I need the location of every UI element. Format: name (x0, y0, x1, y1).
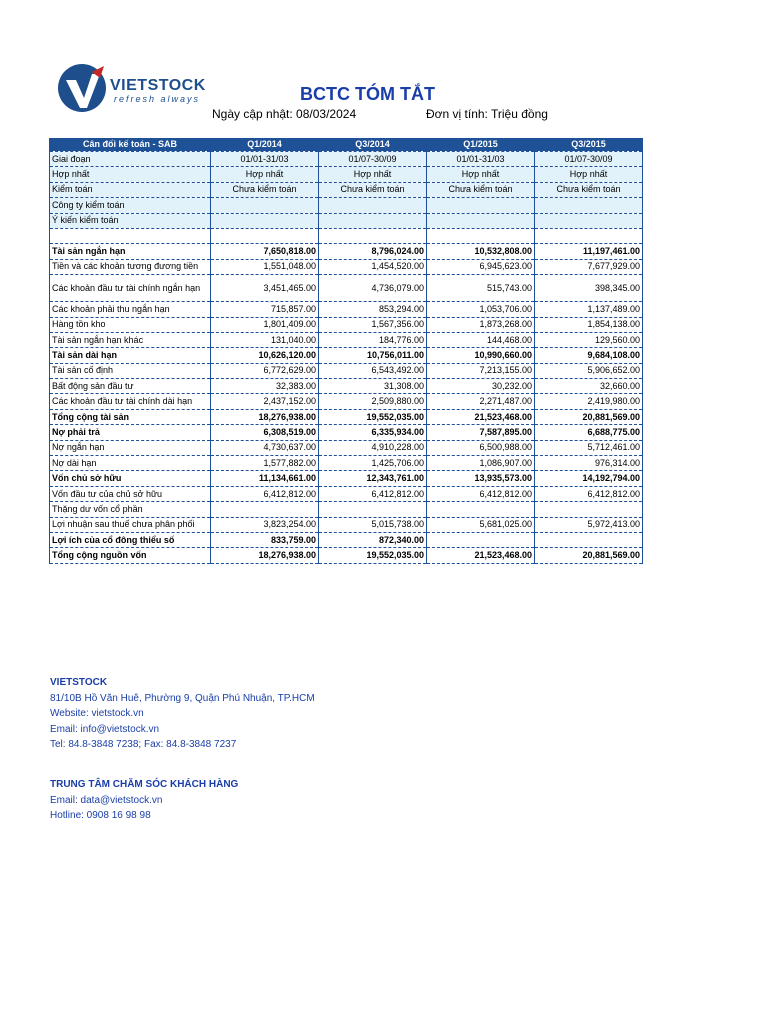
table-row (50, 517, 643, 532)
cell-value: 1,551,048.00 (211, 259, 319, 274)
cell-value: 10,626,120.00 (211, 348, 319, 363)
cell-value: 515,743.00 (427, 275, 535, 302)
row-label: Vốn đầu tư của chủ sở hữu (50, 486, 211, 501)
table-row (50, 348, 643, 363)
cell-value: 6,945,623.00 (427, 259, 535, 274)
cell-value: 6,688,775.00 (535, 425, 643, 440)
cell-value: Chưa kiểm toán (427, 182, 535, 197)
row-label: Các khoản đầu tư tài chính ngắn hạn (50, 275, 211, 302)
cell-value: 01/07-30/09 (319, 152, 427, 167)
cell-value (319, 198, 427, 213)
update-date: Ngày cập nhật: 08/03/2024 (212, 107, 357, 121)
cell-value: Chưa kiểm toán (319, 182, 427, 197)
cell-value (427, 502, 535, 517)
cell-value: 2,437,152.00 (211, 394, 319, 409)
cell-value (427, 198, 535, 213)
cell-value: 11,134,661.00 (211, 471, 319, 486)
row-label: Nợ dài hạn (50, 456, 211, 471)
cell-value: 32,660.00 (535, 379, 643, 394)
cell-value (211, 228, 319, 243)
cell-value: 01/01-31/03 (427, 152, 535, 167)
cell-value: 32,383.00 (211, 379, 319, 394)
cell-value (211, 502, 319, 517)
cell-value: 5,681,025.00 (427, 517, 535, 532)
unit-label: Đơn vị tính: Triệu đồng (426, 107, 548, 121)
company-contact (50, 675, 315, 753)
cell-value: 9,684,108.00 (535, 348, 643, 363)
cell-value: 10,532,808.00 (427, 244, 535, 259)
customer-care-contact (50, 777, 238, 824)
company-name: VIETSTOCK (50, 677, 108, 688)
table-row (50, 259, 643, 274)
cell-value (427, 532, 535, 547)
row-label: Lợi ích của cổ đông thiểu số (50, 532, 211, 547)
cell-value: 7,650,818.00 (211, 244, 319, 259)
cell-value: Chưa kiểm toán (535, 182, 643, 197)
cell-value: 11,197,461.00 (535, 244, 643, 259)
cell-value: 18,276,938.00 (211, 548, 319, 563)
page-title: BCTC TÓM TẮT (300, 84, 435, 104)
cell-value: 1,567,356.00 (319, 317, 427, 332)
row-label: Thặng dư vốn cổ phần (50, 502, 211, 517)
row-label: Nợ phải trả (50, 425, 211, 440)
cell-value: 184,776.00 (319, 332, 427, 347)
cell-value: 21,523,468.00 (427, 548, 535, 563)
cell-value: 7,587,895.00 (427, 425, 535, 440)
cell-value: Hợp nhất (535, 167, 643, 182)
cell-value: 6,772,629.00 (211, 363, 319, 378)
table-row (50, 332, 643, 347)
company-address: 81/10B Hồ Văn Huê, Phường 9, Quận Phú Nhuận, TP.HCM (50, 692, 315, 704)
cell-value: 5,972,413.00 (535, 517, 643, 532)
cell-value: 1,425,706.00 (319, 456, 427, 471)
cell-value: 976,314.00 (535, 456, 643, 471)
cell-value: 833,759.00 (211, 532, 319, 547)
cell-value: 6,412,812.00 (211, 486, 319, 501)
cell-value (535, 228, 643, 243)
vietstock-logo (56, 62, 216, 118)
logo-tagline: refresh always (114, 94, 201, 104)
cell-value: 19,552,035.00 (319, 409, 427, 424)
row-label: Các khoản đầu tư tài chính dài hạn (50, 394, 211, 409)
row-label: Nợ ngắn hạn (50, 440, 211, 455)
row-label: Lợi nhuận sau thuế chưa phân phối (50, 517, 211, 532)
table-row (50, 228, 643, 243)
cell-value: 872,340.00 (319, 532, 427, 547)
cell-value: 2,271,487.00 (427, 394, 535, 409)
table-row (50, 440, 643, 455)
company-website: Website: vietstock.vn (50, 708, 144, 719)
row-label: Hợp nhất (50, 167, 211, 182)
cell-value: 12,343,761.00 (319, 471, 427, 486)
column-header: Cân đối kế toán - SAB (50, 138, 211, 152)
table-row (50, 244, 643, 259)
cell-value: 1,454,520.00 (319, 259, 427, 274)
column-header: Q1/2015 (427, 138, 535, 152)
cell-value: 8,796,024.00 (319, 244, 427, 259)
table-header-row (50, 138, 643, 152)
cell-value: 5,015,738.00 (319, 517, 427, 532)
cell-value: Hợp nhất (211, 167, 319, 182)
cell-value: 13,935,573.00 (427, 471, 535, 486)
cell-value: 2,419,980.00 (535, 394, 643, 409)
cell-value: 4,730,637.00 (211, 440, 319, 455)
cell-value (427, 213, 535, 228)
table-row (50, 486, 643, 501)
cell-value: 10,756,011.00 (319, 348, 427, 363)
table-row (50, 425, 643, 440)
row-label: Công ty kiểm toán (50, 198, 211, 213)
table-row (50, 379, 643, 394)
cell-value (535, 532, 643, 547)
cell-value (211, 198, 319, 213)
table-row (50, 471, 643, 486)
row-label: Tài sản ngắn hạn khác (50, 332, 211, 347)
cell-value: 6,500,988.00 (427, 440, 535, 455)
table-row (50, 548, 643, 563)
info-row (50, 167, 643, 182)
cell-value (319, 502, 427, 517)
row-label: Tổng cộng tài sản (50, 409, 211, 424)
cell-value: 2,509,880.00 (319, 394, 427, 409)
cell-value: 20,881,569.00 (535, 409, 643, 424)
cell-value: 6,412,812.00 (319, 486, 427, 501)
cell-value (535, 213, 643, 228)
cell-value: 1,086,907.00 (427, 456, 535, 471)
cell-value: 20,881,569.00 (535, 548, 643, 563)
cell-value: 01/01-31/03 (211, 152, 319, 167)
cell-value (319, 228, 427, 243)
cell-value (427, 228, 535, 243)
cell-value: 1,801,409.00 (211, 317, 319, 332)
cell-value: 30,232.00 (427, 379, 535, 394)
row-label: Bất động sản đầu tư (50, 379, 211, 394)
cell-value: 14,192,794.00 (535, 471, 643, 486)
table-row (50, 409, 643, 424)
table-row (50, 275, 643, 302)
cell-value: 5,906,652.00 (535, 363, 643, 378)
row-label: Tiền và các khoản tương đương tiền (50, 259, 211, 274)
cell-value: 10,990,660.00 (427, 348, 535, 363)
column-header: Q3/2014 (319, 138, 427, 152)
care-title: TRUNG TÂM CHĂM SÓC KHÁCH HÀNG (50, 779, 239, 790)
company-email: Email: info@vietstock.vn (50, 723, 160, 735)
table-row (50, 502, 643, 517)
cell-value: 6,543,492.00 (319, 363, 427, 378)
balance-sheet-table (49, 138, 643, 564)
row-label: Kiểm toán (50, 182, 211, 197)
table-row (50, 532, 643, 547)
cell-value: 3,823,254.00 (211, 517, 319, 532)
cell-value: 5,712,461.00 (535, 440, 643, 455)
cell-value (211, 213, 319, 228)
care-hotline: Hotline: 0908 16 98 98 (50, 810, 151, 821)
cell-value: 1,854,138.00 (535, 317, 643, 332)
logo-brand-text: VIETSTOCK (110, 77, 206, 94)
company-phone: Tel: 84.8-3848 7238; Fax: 84.8-3848 7237 (50, 739, 237, 750)
row-label: Các khoản phải thu ngắn hạn (50, 302, 211, 317)
info-row (50, 213, 643, 228)
cell-value: 18,276,938.00 (211, 409, 319, 424)
cell-value: 4,736,079.00 (319, 275, 427, 302)
column-header: Q1/2014 (211, 138, 319, 152)
cell-value: 144,468.00 (427, 332, 535, 347)
cell-value: 4,910,228.00 (319, 440, 427, 455)
cell-value: 7,213,155.00 (427, 363, 535, 378)
care-email: Email: data@vietstock.vn (50, 794, 163, 806)
row-label: Giai đoạn (50, 152, 211, 167)
table-row (50, 394, 643, 409)
row-label: Tài sản cố định (50, 363, 211, 378)
cell-value: 31,308.00 (319, 379, 427, 394)
info-row (50, 198, 643, 213)
cell-value: 01/07-30/09 (535, 152, 643, 167)
cell-value: 7,677,929.00 (535, 259, 643, 274)
table-row (50, 302, 643, 317)
cell-value: 6,308,519.00 (211, 425, 319, 440)
info-row (50, 152, 643, 167)
row-label: Tài sản ngắn hạn (50, 244, 211, 259)
cell-value (535, 198, 643, 213)
cell-value: Hợp nhất (319, 167, 427, 182)
row-label (50, 228, 211, 243)
cell-value: Hợp nhất (427, 167, 535, 182)
cell-value: 1,873,268.00 (427, 317, 535, 332)
cell-value: 6,412,812.00 (427, 486, 535, 501)
cell-value (535, 502, 643, 517)
cell-value: 21,523,468.00 (427, 409, 535, 424)
row-label: Hàng tồn kho (50, 317, 211, 332)
cell-value: 853,294.00 (319, 302, 427, 317)
cell-value: 1,577,882.00 (211, 456, 319, 471)
cell-value: 3,451,465.00 (211, 275, 319, 302)
cell-value: 129,560.00 (535, 332, 643, 347)
row-label: Tổng cộng nguồn vốn (50, 548, 211, 563)
column-header: Q3/2015 (535, 138, 643, 152)
cell-value: Chưa kiểm toán (211, 182, 319, 197)
table-row (50, 456, 643, 471)
cell-value: 6,335,934.00 (319, 425, 427, 440)
row-label: Ý kiến kiểm toán (50, 213, 211, 228)
cell-value: 1,053,706.00 (427, 302, 535, 317)
table-row (50, 317, 643, 332)
cell-value: 131,040.00 (211, 332, 319, 347)
table-row (50, 363, 643, 378)
info-row (50, 182, 643, 197)
cell-value (319, 213, 427, 228)
cell-value: 6,412,812.00 (535, 486, 643, 501)
cell-value: 398,345.00 (535, 275, 643, 302)
logo-emblem-icon (56, 62, 112, 118)
cell-value: 19,552,035.00 (319, 548, 427, 563)
cell-value: 1,137,489.00 (535, 302, 643, 317)
cell-value: 715,857.00 (211, 302, 319, 317)
row-label: Vốn chủ sở hữu (50, 471, 211, 486)
row-label: Tài sản dài hạn (50, 348, 211, 363)
